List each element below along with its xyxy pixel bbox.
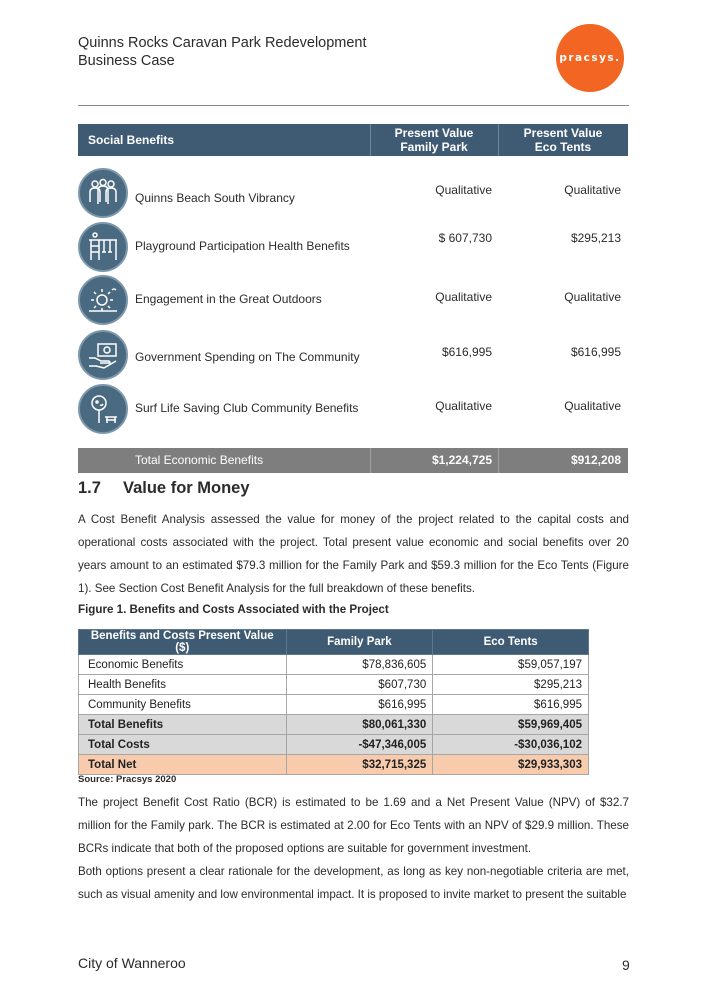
- social-benefits-header: [78, 124, 628, 156]
- social-benefits-col-eco: [498, 126, 628, 154]
- paragraph-bcr: The project Benefit Cost Ratio (BCR) is estimated to be 1.69 and a Net Present Value (NPV) of $32.7 million for the Family park. The BCR is estimated at 2.00 for Eco Tents with an NPV of $29.9 million. These BCRs indicate that both of the proposed options are suitable for government investment.: [78, 796, 629, 855]
- row-label: Total Costs: [79, 735, 287, 755]
- row-label: Total Benefits: [79, 715, 287, 735]
- eco-tents-value: Qualitative: [564, 183, 621, 197]
- family-park-value: $607,730: [286, 675, 433, 695]
- benefits-costs-table: [78, 629, 589, 775]
- col-eco-line2: Eco Tents: [534, 140, 592, 154]
- table-header-cell: Eco Tents: [433, 630, 589, 655]
- eco-tents-value: $59,057,197: [433, 655, 589, 675]
- eco-tents-value: Qualitative: [564, 399, 621, 413]
- section-number: 1.7: [78, 479, 101, 497]
- col-family-line1: Present Value: [394, 126, 474, 140]
- social-benefits-col-label: Social Benefits: [88, 133, 175, 147]
- people-icon: [78, 168, 128, 218]
- social-benefit-row: [78, 384, 628, 436]
- park-tree-bench-icon: [78, 384, 128, 434]
- figure-caption: Figure 1. Benefits and Costs Associated with the Project: [78, 603, 389, 616]
- social-benefits-col-family: [370, 126, 498, 154]
- col-family-line2: Family Park: [400, 140, 468, 154]
- footer-organisation: City of Wanneroo: [78, 955, 186, 971]
- family-park-value: $80,061,330: [286, 715, 433, 735]
- table-header-cell: Family Park: [286, 630, 433, 655]
- table-header-cell: Benefits and Costs Present Value ($): [79, 630, 287, 655]
- social-benefit-row: [78, 275, 628, 327]
- eco-tents-value: $295,213: [433, 675, 589, 695]
- total-separator: [370, 448, 371, 473]
- table-row-total-benefits: [79, 715, 589, 735]
- section-title: Value for Money: [123, 479, 250, 497]
- table-source: Source: Pracsys 2020: [78, 774, 177, 785]
- family-park-value: $ 607,730: [438, 231, 492, 245]
- col-eco-line1: Present Value: [523, 126, 603, 140]
- eco-tents-value: -$30,036,102: [433, 735, 589, 755]
- social-benefit-row: [78, 222, 628, 274]
- social-benefit-label: Engagement in the Great Outdoors: [135, 292, 322, 306]
- header-title-line2: Business Case: [78, 53, 175, 69]
- eco-tents-value: $295,213: [570, 231, 621, 245]
- total-label: Total Economic Benefits: [135, 453, 264, 467]
- eco-tents-value: $29,933,303: [433, 755, 589, 775]
- social-benefit-label: Surf Life Saving Club Community Benefits: [135, 401, 359, 415]
- sunrise-icon: [78, 275, 128, 325]
- header-title-line1: Quinns Rocks Caravan Park Redevelopment: [78, 35, 367, 51]
- family-park-value: Qualitative: [435, 290, 492, 304]
- document-header-title: [78, 34, 367, 70]
- paragraph-options: Both options present a clear rationale for the development, as long as key non-negotiable criteria are met, such as visual amenity and low environmental impact. It is proposed to invite market to present the suitable: [78, 865, 629, 901]
- total-separator: [498, 448, 499, 473]
- eco-tents-value: $59,969,405: [433, 715, 589, 735]
- social-benefit-row: [78, 168, 628, 220]
- header-divider: [78, 105, 629, 106]
- section-heading: [78, 479, 250, 498]
- total-eco-tents-value: $912,208: [570, 453, 621, 467]
- money-hand-icon: [78, 330, 128, 380]
- row-label: Economic Benefits: [79, 655, 287, 675]
- eco-tents-value: $616,995: [570, 345, 621, 359]
- table-row-total-costs: [79, 735, 589, 755]
- row-label: Health Benefits: [79, 675, 287, 695]
- row-label: Community Benefits: [79, 695, 287, 715]
- social-benefit-label: Playground Participation Health Benefits: [135, 239, 350, 253]
- table-row: [79, 695, 589, 715]
- family-park-value: $616,995: [286, 695, 433, 715]
- table-row: [79, 675, 589, 695]
- table-row-total-net: [79, 755, 589, 775]
- page-number: 9: [622, 957, 630, 973]
- pracsys-logo: [556, 24, 624, 92]
- family-park-value: $78,836,605: [286, 655, 433, 675]
- social-benefit-row: [78, 330, 628, 382]
- family-park-value: $616,995: [441, 345, 492, 359]
- family-park-value: $32,715,325: [286, 755, 433, 775]
- family-park-value: Qualitative: [435, 399, 492, 413]
- social-benefits-total-row: [78, 448, 628, 473]
- row-label: Total Net: [79, 755, 287, 775]
- eco-tents-value: Qualitative: [564, 290, 621, 304]
- paragraph-value-for-money: A Cost Benefit Analysis assessed the value for money of the project related to the capital costs and operational costs associated with the project. Total present value economic and social benefits over 20 years amount to an estimated $79.3 million for the Family Park and $59.3 million for the Eco Tents (Figure 1). See Section Cost Benefit Analysis for the full breakdown of these benefits.: [78, 513, 629, 595]
- total-family-park-value: $1,224,725: [431, 453, 492, 467]
- table-header-row: [79, 630, 589, 655]
- family-park-value: -$47,346,005: [286, 735, 433, 755]
- table-row: [79, 655, 589, 675]
- playground-icon: [78, 222, 128, 272]
- family-park-value: Qualitative: [435, 183, 492, 197]
- social-benefit-label: Quinns Beach South Vibrancy: [135, 191, 295, 205]
- logo-text: pracsys.: [559, 52, 621, 64]
- social-benefit-label: Government Spending on The Community: [135, 350, 360, 364]
- eco-tents-value: $616,995: [433, 695, 589, 715]
